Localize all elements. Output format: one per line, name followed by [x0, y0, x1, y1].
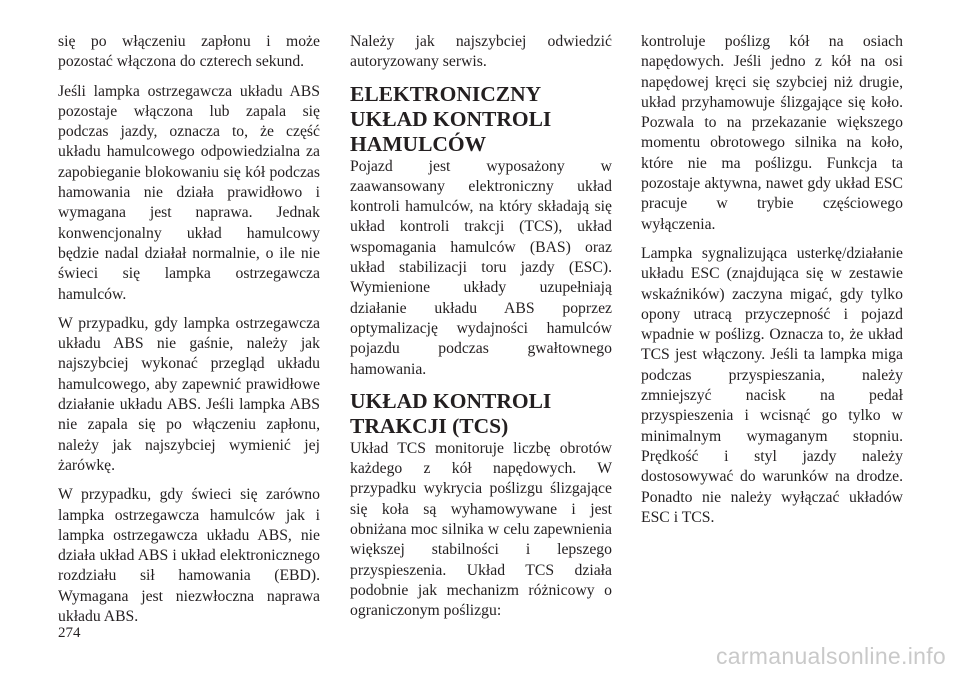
paragraph: W przypadku, gdy świeci się zarówno lampka ostrzegawcza hamulców jak i lampka ostrzegawcza układu ABS, nie działa układ ABS i układ elektronicznego rozdziału sił hamowania (EBD). Wymagana jest niezwłoczna naprawa układu ABS.	[58, 486, 320, 626]
paragraph: się po włączeniu zapłonu i może pozostać włączona do czterech sekund.	[58, 33, 320, 71]
paragraph: Lampka sygnalizująca usterkę/działanie układu ESC (znajdująca się w zestawie wskaźników) zaczyna migać, gdy tylko opony utracą przyczepność i pojazd wpadnie w poślizg. Oznacza to, że układ TCS jest włączony. Jeśli ta lampka miga podczas przyspieszania, należy zmniejszyć nacisk na pedał przyspieszenia i wcisnąć go tylko w minimalnym wymaganym stopniu. Prędkość i styl jazdy należy dostosowywać do warunków na drodze. Ponadto nie należy wyłączać układów ESC i TCS.	[641, 244, 903, 526]
paragraph: Pojazd jest wyposażony w zaawansowany elektroniczny układ kontroli hamulców, na który składają się układ kontroli trakcji (TCS), układ wspomagania hamulców (BAS) oraz układ stabilizacji toru jazdy (ESC). Wymienione układy uzupełniają działanie układu ABS poprzez optymalizację wydajności hamulców pojazdu podczas gwałtownego hamowania.	[350, 157, 612, 378]
paragraph: Układ TCS monitoruje liczbę obrotów każdego z kół napędowych. W przypadku wykrycia poślizgu ślizgające się koła są wyhamowywane i jest obniżana moc silnika w celu zapewnienia większej stabilności i lepszego przyspieszenia. Układ TCS działa podobnie jak mechanizm różnicowy o ograniczonym poślizgu:	[350, 439, 612, 620]
watermark-text: carmanualsonline.info	[715, 643, 946, 669]
page-number: 274	[58, 625, 81, 641]
paragraph: Jeśli lampka ostrzegawcza układu ABS pozostaje włączona lub zapala się podczas jazdy, oznacza to, że część układu hamulcowego odpowiedzialna za zapobieganie blokowaniu się kół podczas hamowania nie działa prawidłowo i wymagana jest naprawa. Jednak konwencjonalny układ hamulcowy będzie nadal działał normalnie, o ile nie świeci się lampka ostrzegawcza hamulców.	[58, 82, 320, 303]
text-column-right	[641, 32, 903, 537]
paragraph: Należy jak najszybciej odwiedzić autoryzowany serwis.	[350, 33, 612, 71]
section-heading-traction-control: UKŁAD KONTROLI TRAKCJI (TCS)	[350, 388, 552, 438]
paragraph: W przypadku, gdy lampka ostrzegawcza układu ABS nie gaśnie, należy jak najszybciej wykonać przegląd układu hamulcowego, aby zapewnić prawidłowe działanie układu ABS. Jeśli lampka ABS nie zapala się po włączeniu zapłonu, należy jak najszybciej wymienić jej żarówkę.	[58, 314, 320, 474]
text-column-left	[58, 32, 320, 636]
section-heading-electronic-brake-control: ELEKTRONICZNY UKŁAD KONTROLI HAMULCÓW	[350, 81, 552, 156]
text-column-middle	[350, 32, 612, 631]
paragraph: kontroluje poślizg kół na osiach napędowych. Jeśli jedno z kół na osi napędowej kręci się szybciej niż drugie, układ przyhamowuje ślizgające się koło. Pozwala to na przekazanie większego momentu obrotowego silnika na koło, które nie ma poślizgu. Funkcja ta pozostaje aktywna, nawet gdy układ ESC pracuje w trybie częściowego wyłączenia.	[641, 33, 903, 233]
